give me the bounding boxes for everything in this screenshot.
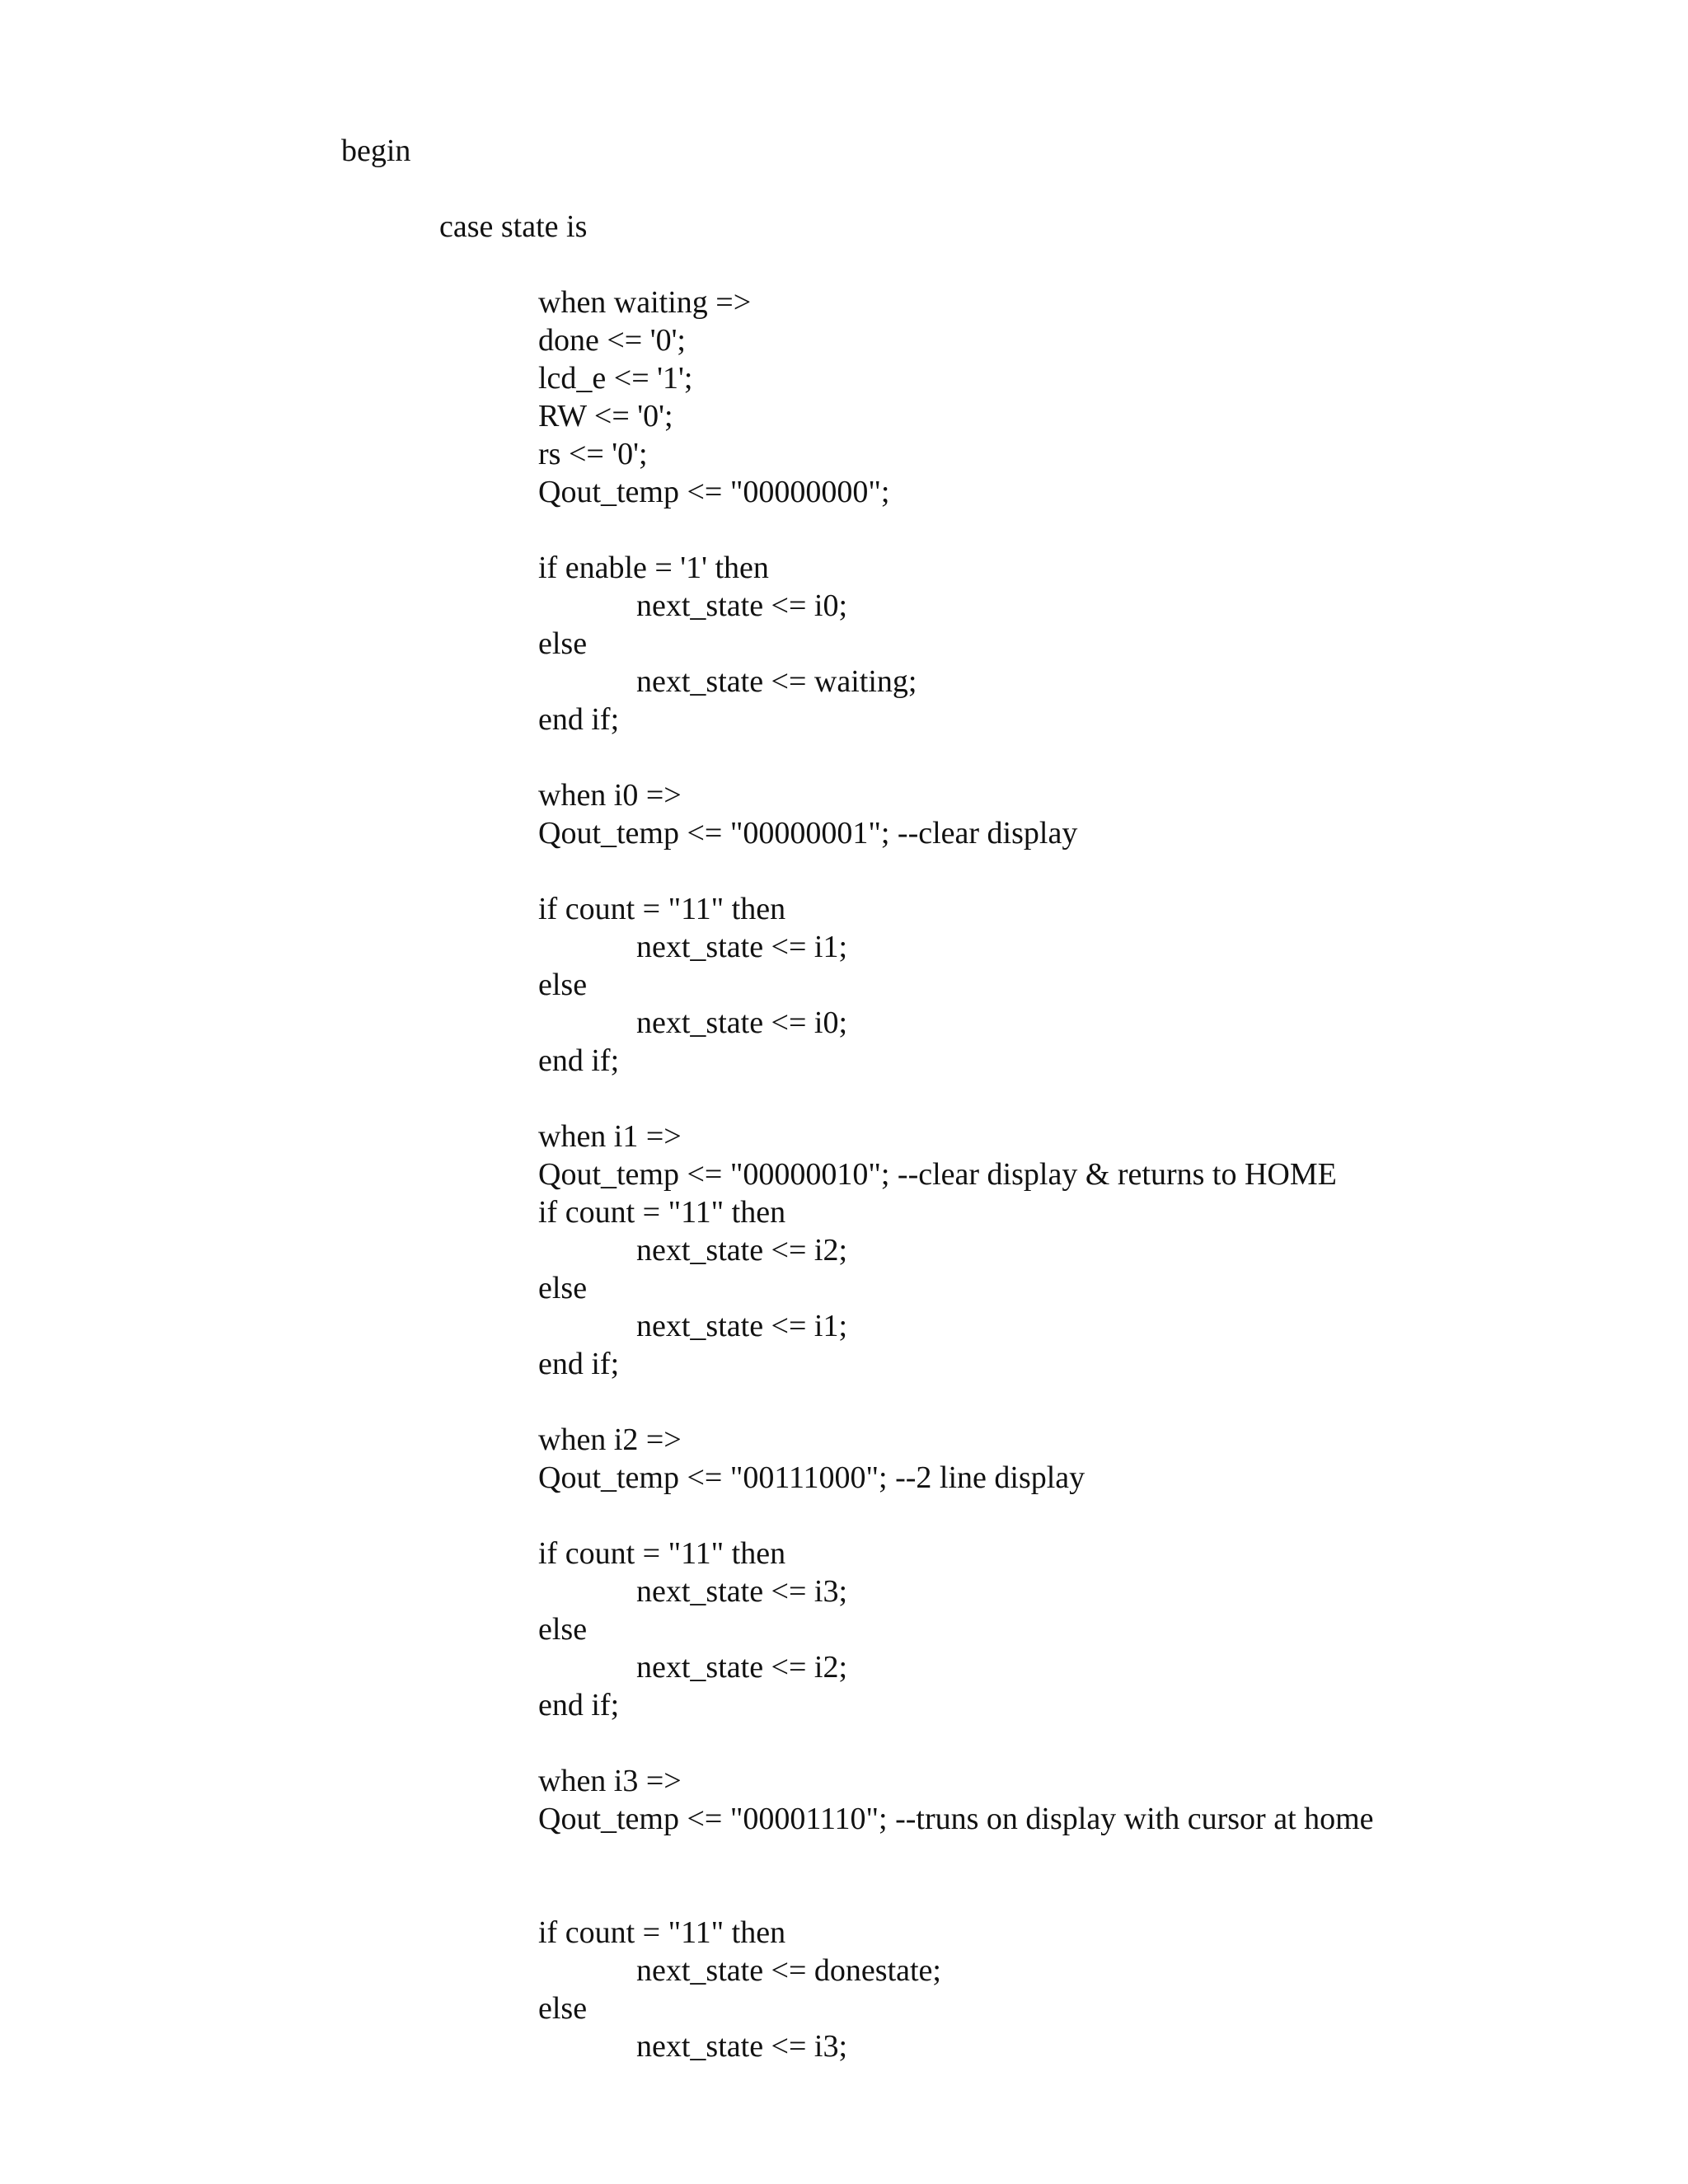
code-line: if count = "11" then — [538, 892, 786, 926]
code-line: begin — [341, 134, 411, 168]
code-line: lcd_e <= '1'; — [538, 361, 693, 396]
code-line: RW <= '0'; — [538, 399, 673, 434]
code-line: next_state <= i2; — [636, 1650, 848, 1685]
code-line: else — [538, 968, 588, 1002]
code-line: if enable = '1' then — [538, 551, 769, 585]
code-line: Qout_temp <= "00001110"; --truns on display with cursor at home — [538, 1802, 1374, 1836]
code-line: next_state <= i3; — [636, 1574, 848, 1609]
code-line: end if; — [538, 702, 620, 737]
code-line: if count = "11" then — [538, 1195, 786, 1230]
code-line: next_state <= donestate; — [636, 1953, 941, 1988]
code-line: end if; — [538, 1688, 620, 1722]
code-line: next_state <= i0; — [636, 588, 848, 623]
code-line: case state is — [439, 209, 588, 244]
code-line: when waiting => — [538, 285, 752, 320]
code-line: when i1 => — [538, 1119, 682, 1154]
code-line: if count = "11" then — [538, 1915, 786, 1950]
code-line: end if; — [538, 1043, 620, 1078]
code-line: next_state <= i0; — [636, 1005, 848, 1040]
code-line: when i0 => — [538, 778, 682, 813]
code-line: Qout_temp <= "00000010"; --clear display & returns to HOME — [538, 1157, 1337, 1192]
code-line: next_state <= waiting; — [636, 664, 917, 699]
code-line: next_state <= i2; — [636, 1233, 848, 1268]
code-line: Qout_temp <= "00000000"; — [538, 475, 890, 509]
code-line: Qout_temp <= "00000001"; --clear display — [538, 816, 1078, 851]
code-line: Qout_temp <= "00111000"; --2 line display — [538, 1460, 1085, 1495]
code-line: when i2 => — [538, 1422, 682, 1457]
code-line: rs <= '0'; — [538, 437, 648, 471]
code-line: if count = "11" then — [538, 1536, 786, 1571]
code-line: done <= '0'; — [538, 323, 686, 358]
code-line: else — [538, 1612, 588, 1647]
code-line: else — [538, 626, 588, 661]
code-line: when i3 => — [538, 1764, 682, 1798]
code-line: next_state <= i1; — [636, 1309, 848, 1343]
code-line: end if; — [538, 1347, 620, 1381]
code-line: next_state <= i3; — [636, 2029, 848, 2064]
code-line: else — [538, 1991, 588, 2026]
code-line: else — [538, 1271, 588, 1305]
code-line: next_state <= i1; — [636, 930, 848, 964]
